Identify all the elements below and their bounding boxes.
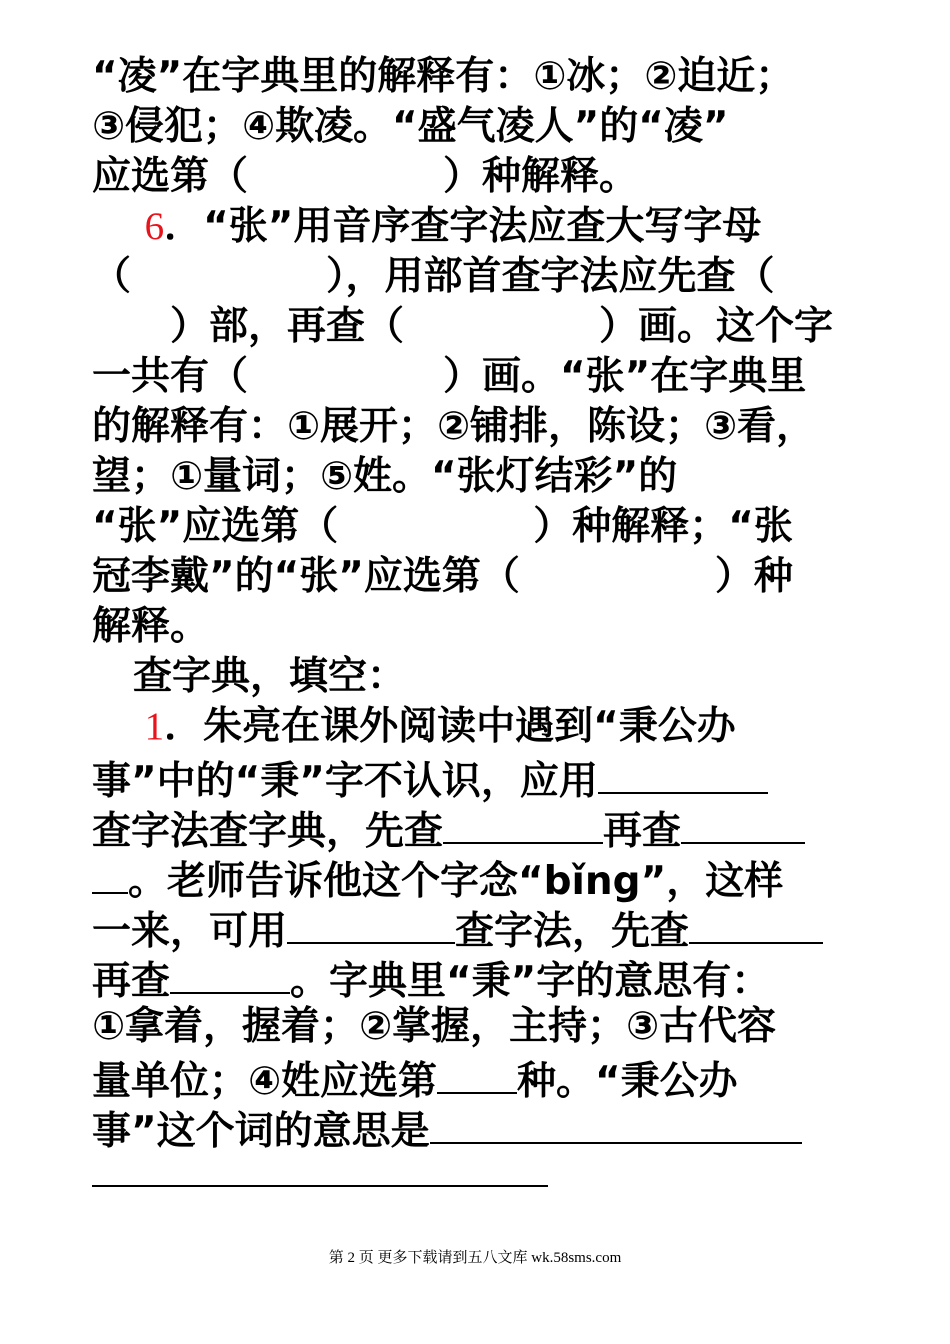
text-segment: 查字法查字典，先查 — [92, 809, 444, 854]
text-segment: 再查 — [92, 959, 171, 1004]
text-segment: 。字典里“秉”字的意思有： — [290, 959, 771, 1004]
text-line: （ ），用部首查字法应先查（ — [92, 254, 775, 299]
text-segment: 查字法，先查 — [455, 909, 690, 954]
answer-blank[interactable] — [92, 852, 128, 894]
text-segment: 。老师告诉他这个字念“bǐng”，这样 — [128, 859, 784, 904]
text-line: “张”应选第（ ）种解释；“张 — [92, 504, 793, 549]
text-segment: 一来，可用 — [92, 909, 288, 954]
text-segment: 事”这个词的意思是 — [92, 1109, 430, 1154]
answer-blank[interactable] — [287, 902, 455, 944]
text-line: 冠李戴”的“张”应选第（ ）种 — [92, 554, 793, 599]
text-line — [92, 1102, 802, 1152]
text-line: ．朱亮在课外阅读中遇到“秉公办 — [164, 704, 736, 749]
text-line: 一共有（ ）画。“张”在字典里 — [92, 354, 807, 399]
text-line — [92, 852, 783, 902]
answer-blank[interactable] — [598, 752, 768, 794]
text-segment: 事”中的“秉”字不认识，应用 — [92, 759, 598, 804]
text-line — [92, 802, 805, 852]
answer-blank[interactable] — [170, 952, 290, 994]
answer-blank[interactable] — [437, 1052, 517, 1094]
answer-blank[interactable] — [689, 902, 823, 944]
answer-blank[interactable] — [443, 802, 603, 844]
text-line — [92, 952, 770, 1002]
text-line — [92, 752, 768, 802]
text-segment: 再查 — [603, 809, 682, 854]
text-line: 望；①量词；⑤姓。“张灯结彩”的 — [92, 454, 678, 499]
text-line: “凌”在字典里的解释有：①冰；②迫近； — [92, 54, 795, 99]
question-6-line — [92, 202, 761, 252]
text-line: ．“张”用音序查字法应查大写字母 — [164, 204, 762, 249]
text-line — [92, 902, 823, 952]
answer-blank[interactable] — [681, 802, 805, 844]
page-footer: 第 2 页 更多下载请到五八文库 wk.58sms.com — [328, 1250, 622, 1266]
answer-line[interactable] — [92, 1185, 548, 1187]
text-line: 的解释有：①展开；②铺排，陈设；③看， — [92, 404, 816, 449]
text-line: 解释。 — [92, 604, 210, 649]
text-line: ①拿着，握着；②掌握，主持；③古代容 — [92, 1004, 777, 1049]
text-line: 应选第（ ）种解释。 — [92, 154, 639, 199]
section-heading: 查字典，填空： — [133, 654, 407, 699]
text-segment: 量单位；④姓应选第 — [92, 1059, 438, 1104]
answer-blank[interactable] — [430, 1102, 802, 1144]
text-line — [92, 1052, 738, 1102]
question-number: 1 — [144, 705, 165, 748]
text-segment: 种。“秉公办 — [517, 1059, 738, 1104]
question-1-line — [92, 702, 736, 752]
text-line: ）部，再查（ ）画。这个字 — [92, 304, 834, 349]
text-line: ③侵犯；④欺凌。“盛气凌人”的“凌” — [92, 104, 729, 149]
question-number: 6 — [144, 205, 165, 248]
